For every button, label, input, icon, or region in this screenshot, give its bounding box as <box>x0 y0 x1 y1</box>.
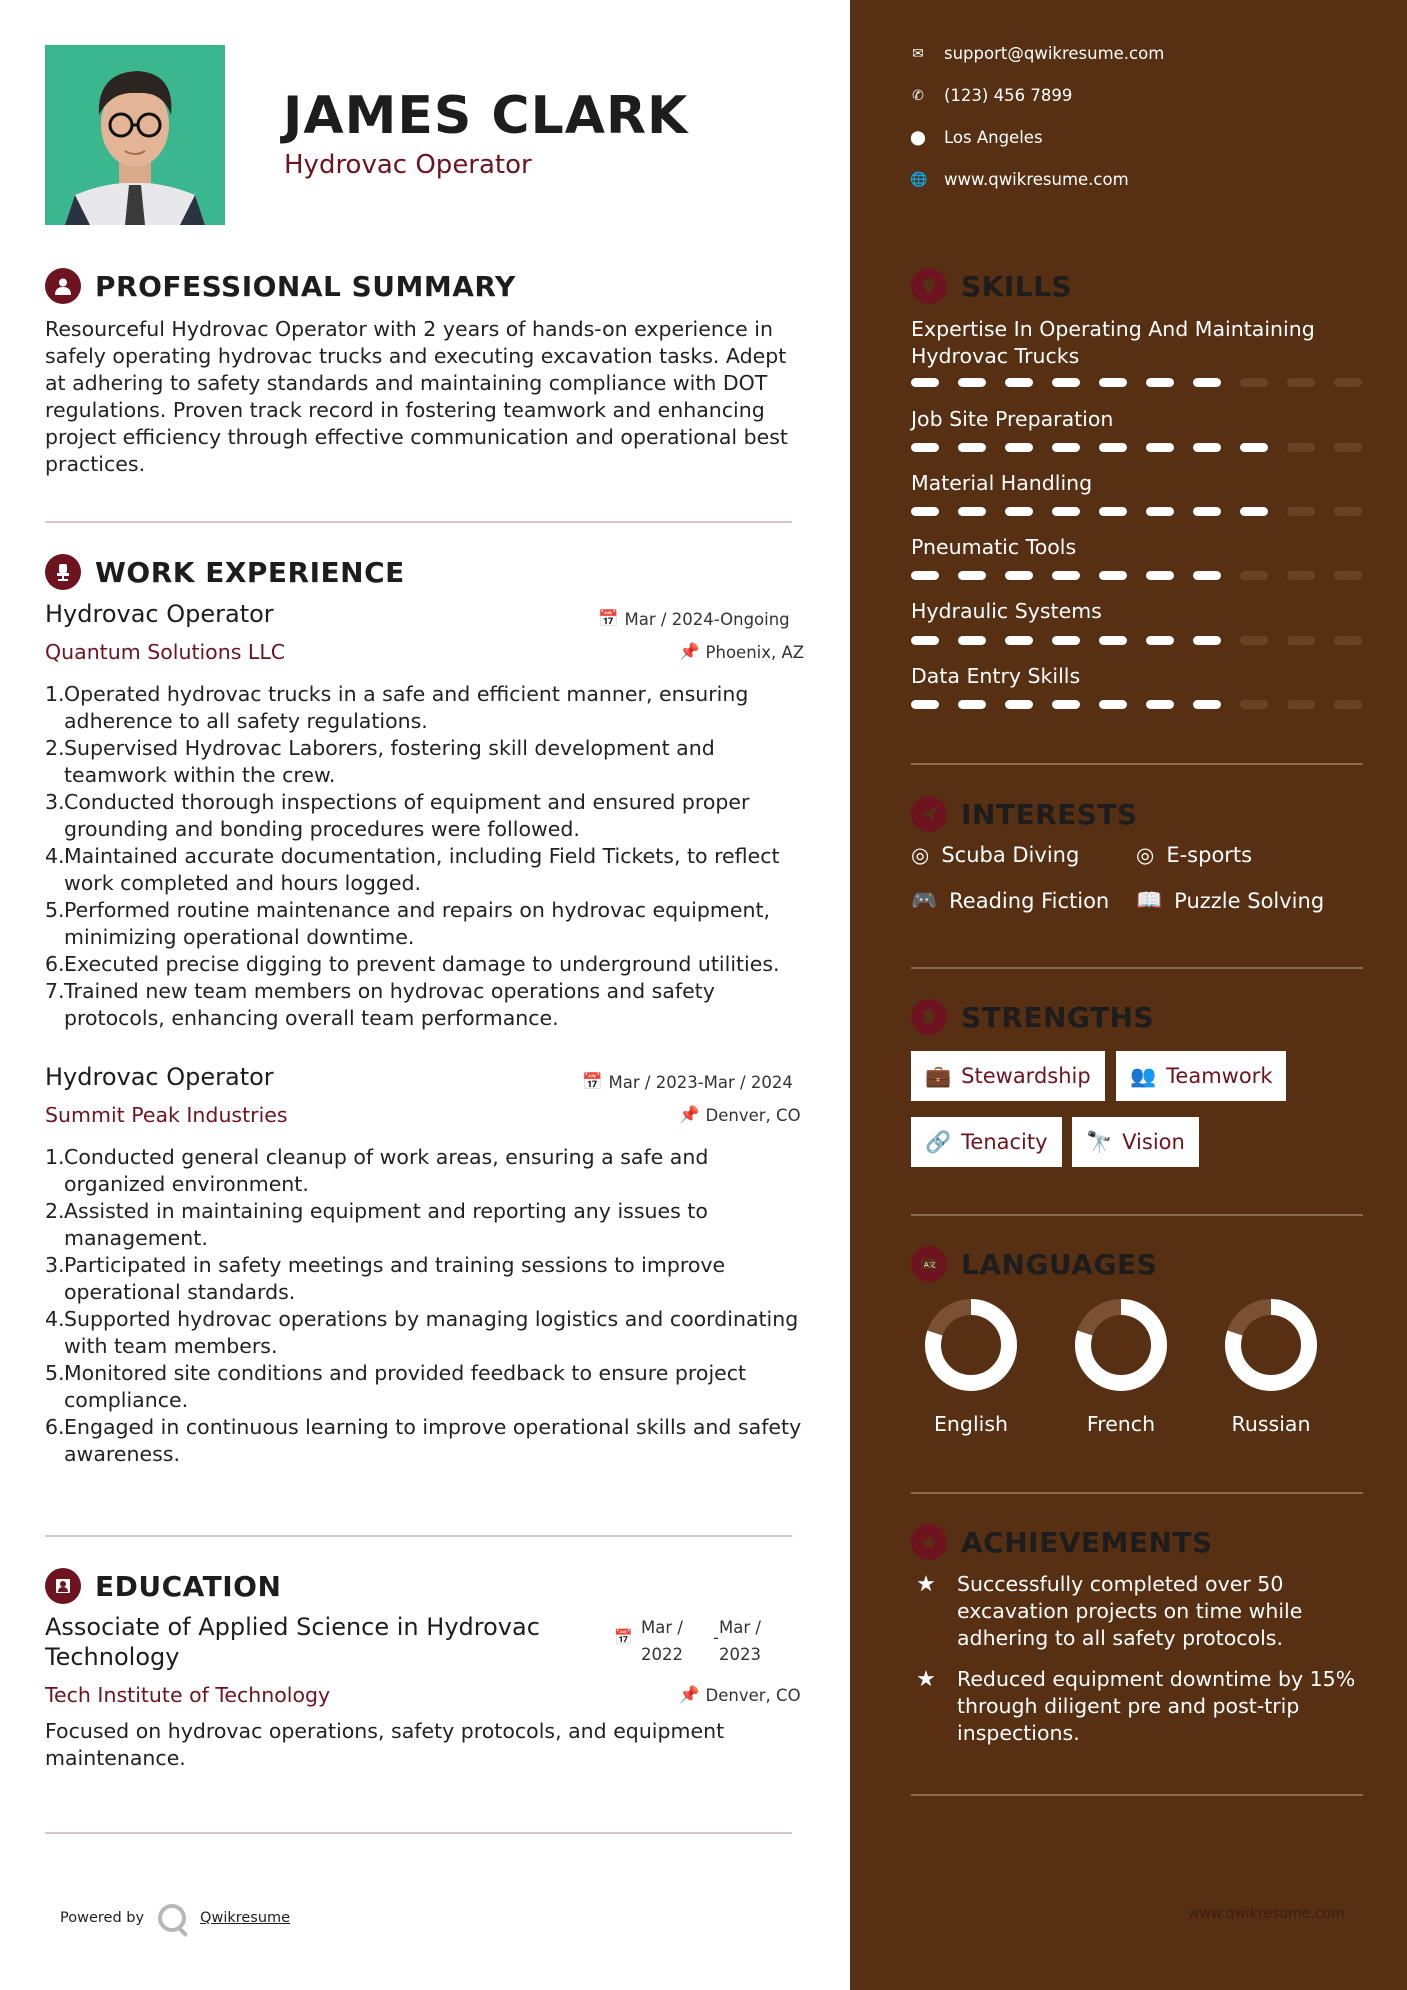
strengths-header <box>911 999 1154 1035</box>
skill-dot-filled <box>1052 443 1080 452</box>
list-item: 2. Supervised Hydrovac Laborers, fostering skill development and teamwork within the crew. <box>45 736 715 787</box>
chair-icon <box>45 554 81 590</box>
languages-heading: LANGUAGES <box>961 1247 1158 1281</box>
list-item: 2. Assisted in maintaining equipment and reporting any issues to management. <box>45 1199 708 1250</box>
pin-icon: 📌 <box>679 642 700 661</box>
skill-dot-empty <box>1334 636 1362 645</box>
candidate-name: JAMES CLARK <box>283 86 689 146</box>
divider <box>45 1832 792 1834</box>
skill-dot-empty <box>1287 443 1315 452</box>
skill-dot-filled <box>1099 443 1127 452</box>
job-company: Summit Peak Industries <box>45 1103 288 1127</box>
users-icon: 👥 <box>1130 1063 1157 1088</box>
experience-header <box>45 554 405 590</box>
skill-dot-filled <box>958 378 986 387</box>
skill-dot-filled <box>911 443 939 452</box>
skill-dot-filled <box>1005 636 1033 645</box>
language-icon <box>911 1246 947 1282</box>
svg-text:A文: A文 <box>924 1261 936 1269</box>
skill-dot-filled <box>1146 571 1174 580</box>
qwikresume-link[interactable]: Qwikresume <box>200 1910 291 1926</box>
skill-dot-filled <box>1240 507 1268 516</box>
candidate-title: Hydrovac Operator <box>284 150 532 180</box>
link-icon: 🔗 <box>925 1129 952 1154</box>
skill-level-meter <box>911 636 1362 645</box>
skill-dot-filled <box>1052 700 1080 709</box>
calendar-icon: 📅 <box>582 1072 603 1091</box>
life-ring-icon: ◎ <box>911 843 930 867</box>
skill-level-meter <box>911 378 1362 387</box>
skill-level-meter <box>911 443 1362 452</box>
divider <box>45 521 792 523</box>
skill-name: Pneumatic Tools <box>911 535 1077 559</box>
qwikresume-logo-icon <box>158 1904 186 1932</box>
skill-dot-filled <box>911 507 939 516</box>
globe-icon: 🌐 <box>910 171 928 188</box>
skill-dot-empty <box>1240 571 1268 580</box>
skill-dot-filled <box>1052 636 1080 645</box>
skill-dot-filled <box>958 443 986 452</box>
skill-dot-filled <box>1052 571 1080 580</box>
skill-dot-empty <box>1334 378 1362 387</box>
skill-dot-filled <box>1146 700 1174 709</box>
contact-email: ✉ support@qwikresume.com <box>910 44 1164 63</box>
job-bullets <box>45 1144 805 1468</box>
education-heading: EDUCATION <box>95 1569 282 1603</box>
skill-dot-filled <box>958 507 986 516</box>
list-item: 5. Performed routine maintenance and repairs on hydrovac equipment, minimizing operational downtime. <box>45 898 771 949</box>
skill-dot-empty <box>1240 636 1268 645</box>
contact-phone: ✆ (123) 456 7899 <box>910 86 1072 105</box>
skill-level-meter <box>911 507 1362 516</box>
skill-dot-filled <box>1193 636 1221 645</box>
school-name: Tech Institute of Technology <box>45 1683 331 1707</box>
job-title: Hydrovac Operator <box>45 1063 274 1091</box>
skills-header <box>911 268 1072 304</box>
skill-dot-filled <box>911 700 939 709</box>
skill-dot-filled <box>1052 507 1080 516</box>
skill-name: Expertise In Operating And Maintaining Hydrovac Trucks <box>911 317 1315 368</box>
graduate-icon <box>45 1568 81 1604</box>
skill-dot-filled <box>1005 378 1033 387</box>
education-end-date: Mar / 2023 <box>719 1618 761 1664</box>
skill-dot-empty <box>1334 507 1362 516</box>
skill-dot-filled <box>1005 507 1033 516</box>
star-icon: ★ <box>916 1572 936 1597</box>
skill-dot-empty <box>1287 507 1315 516</box>
map-marker-icon: ⬤ <box>910 129 926 146</box>
interest-item: ◎ Scuba Diving <box>911 843 1080 867</box>
job-location: 📌 Phoenix, AZ <box>679 642 805 662</box>
briefcase-icon: 💼 <box>925 1063 952 1088</box>
skill-dot-filled <box>1099 700 1127 709</box>
divider <box>911 1492 1363 1494</box>
fist-icon <box>911 999 947 1035</box>
list-item: 1. Conducted general cleanup of work areas, ensuring a safe and organized environment. <box>45 1145 709 1196</box>
skill-dot-filled <box>1099 636 1127 645</box>
skill-dot-filled <box>1146 636 1174 645</box>
job-date: 📅 Mar / 2024-Ongoing <box>598 609 790 629</box>
contact-website: 🌐 www.qwikresume.com <box>910 170 1129 189</box>
degree-title: Associate of Applied Science in Hydrovac Technology <box>45 1613 540 1671</box>
skill-dot-filled <box>1052 378 1080 387</box>
star-icon: ★ <box>916 1667 936 1692</box>
job-title: Hydrovac Operator <box>45 600 274 628</box>
job-date: 📅 Mar / 2023-Mar / 2024 <box>582 1072 793 1092</box>
divider <box>911 1794 1363 1796</box>
skill-dot-filled <box>1193 378 1221 387</box>
divider <box>911 763 1363 765</box>
lightbulb-icon <box>911 268 947 304</box>
interests-heading: INTERESTS <box>961 797 1138 831</box>
skill-dot-filled <box>1193 700 1221 709</box>
skill-dot-empty <box>1287 571 1315 580</box>
achievements-header <box>911 1524 1213 1560</box>
skill-dot-filled <box>1099 571 1127 580</box>
skill-level-meter <box>911 571 1362 580</box>
profile-photo <box>45 45 225 225</box>
footer-website: www.qwikresume.com <box>1188 1906 1345 1922</box>
footer-powered <box>60 1904 290 1932</box>
job-company: Quantum Solutions LLC <box>45 640 286 664</box>
skill-name: Data Entry Skills <box>911 664 1081 688</box>
powered-by-label: Powered by <box>60 1910 145 1926</box>
achievement-item: ★ Successfully completed over 50 excavation projects on time while adhering to all safety protocols. <box>911 1571 1371 1652</box>
skill-dot-filled <box>1240 443 1268 452</box>
skill-dot-filled <box>911 571 939 580</box>
skill-name: Hydraulic Systems <box>911 599 1102 623</box>
skill-dot-filled <box>1146 507 1174 516</box>
skill-dot-filled <box>1193 443 1221 452</box>
calendar-icon: 📅 <box>614 1628 633 1646</box>
contact-location: ⬤ Los Angeles <box>910 128 1043 147</box>
date-separator: - <box>713 1628 719 1647</box>
education-location: 📌 Denver, CO <box>679 1685 801 1705</box>
divider <box>911 967 1363 969</box>
pin-icon: 📌 <box>679 1105 700 1124</box>
skill-dot-filled <box>1099 378 1127 387</box>
skill-dot-empty <box>1240 378 1268 387</box>
language-label: English <box>933 1412 1009 1436</box>
skill-dot-filled <box>1099 507 1127 516</box>
interest-item: 📖 Puzzle Solving <box>1136 888 1325 913</box>
skill-dot-filled <box>1005 571 1033 580</box>
phone-icon: ✆ <box>912 87 924 104</box>
book-icon: 📖 <box>1136 888 1163 912</box>
binoculars-icon: 🔭 <box>1086 1129 1113 1154</box>
language-label: Russian <box>1231 1412 1311 1436</box>
strength-badge: 🔭 Vision <box>1072 1117 1199 1167</box>
skill-dot-filled <box>1193 571 1221 580</box>
education-header <box>45 1568 281 1604</box>
skill-dot-empty <box>1240 700 1268 709</box>
divider <box>911 1214 1363 1216</box>
skill-dot-filled <box>958 636 986 645</box>
skill-dot-filled <box>1193 507 1221 516</box>
summary-header <box>45 268 516 304</box>
list-item: 4. Supported hydrovac operations by managing logistics and coordinating with team members. <box>45 1307 799 1358</box>
skill-dot-empty <box>1287 636 1315 645</box>
education-description: Focused on hydrovac operations, safety protocols, and equipment maintenance. <box>45 1719 725 1770</box>
list-item: 1. Operated hydrovac trucks in a safe and efficient manner, ensuring adherence to all safety regulations. <box>45 682 749 733</box>
strength-badge: 🔗 Tenacity <box>911 1117 1062 1167</box>
summary-heading: PROFESSIONAL SUMMARY <box>95 269 516 303</box>
summary-text: Resourceful Hydrovac Operator with 2 years of hands-on experience in safely operating hydrovac trucks and executing excavation tasks. Adept at adhering to safety standards and maintaining compliance with DOT regulations. Proven track record in fostering teamwork and enhancing project efficiency through effective communication and operational best practices. <box>45 317 788 476</box>
list-item: 6. Executed precise digging to prevent damage to underground utilities. <box>45 952 780 976</box>
skill-dot-empty <box>1287 378 1315 387</box>
list-item: 5. Monitored site conditions and provided feedback to ensure project compliance. <box>45 1361 747 1412</box>
skill-dot-filled <box>958 700 986 709</box>
strengths-heading: STRENGTHS <box>961 1000 1155 1034</box>
skill-name: Material Handling <box>911 471 1093 495</box>
divider <box>45 1535 792 1537</box>
life-ring-icon: ◎ <box>1136 843 1155 867</box>
job-bullets <box>45 681 805 1032</box>
user-icon <box>45 268 81 304</box>
strength-badge: 👥 Teamwork <box>1116 1051 1286 1101</box>
gamepad-icon: 🎮 <box>911 888 938 912</box>
education-start-date: Mar / 2022 <box>641 1618 683 1664</box>
interests-header <box>911 796 1138 832</box>
interest-item: 🎮 Reading Fiction <box>911 888 1110 913</box>
skill-dot-filled <box>911 636 939 645</box>
calendar-icon: 📅 <box>598 609 619 628</box>
interest-item: ◎ E-sports <box>1136 843 1253 867</box>
skills-heading: SKILLS <box>961 269 1073 303</box>
envelope-icon: ✉ <box>912 45 924 62</box>
list-item: 3. Participated in safety meetings and training sessions to improve operational standards. <box>45 1253 726 1304</box>
language-label: French <box>1086 1412 1156 1436</box>
star-badge-icon <box>911 1524 947 1560</box>
skill-dot-filled <box>1146 443 1174 452</box>
skill-level-meter <box>911 700 1362 709</box>
strength-badge: 💼 Stewardship <box>911 1051 1105 1101</box>
skill-dot-filled <box>1005 700 1033 709</box>
skill-dot-empty <box>1334 700 1362 709</box>
achievements-heading: ACHIEVEMENTS <box>961 1525 1213 1559</box>
job-location: 📌 Denver, CO <box>679 1105 801 1125</box>
skill-name: Job Site Preparation <box>911 407 1114 431</box>
paper-plane-icon <box>911 796 947 832</box>
achievement-item: ★ Reduced equipment downtime by 15% through diligent pre and post-trip inspections. <box>911 1666 1371 1747</box>
pin-icon: 📌 <box>679 1685 700 1704</box>
languages-header <box>911 1246 1157 1282</box>
list-item: 6. Engaged in continuous learning to improve operational skills and safety awareness. <box>45 1415 802 1466</box>
skill-dot-filled <box>911 378 939 387</box>
skill-dot-empty <box>1287 700 1315 709</box>
skill-dot-filled <box>1146 378 1174 387</box>
list-item: 7. Trained new team members on hydrovac operations and safety protocols, enhancing overall team performance. <box>45 979 715 1030</box>
list-item: 4. Maintained accurate documentation, including Field Tickets, to reflect work completed and hours logged. <box>45 844 780 895</box>
skill-dot-filled <box>1005 443 1033 452</box>
skill-dot-empty <box>1334 443 1362 452</box>
skill-dot-filled <box>958 571 986 580</box>
experience-heading: WORK EXPERIENCE <box>95 555 405 589</box>
skill-dot-empty <box>1334 571 1362 580</box>
list-item: 3. Conducted thorough inspections of equipment and ensured proper grounding and bonding procedures were followed. <box>45 790 750 841</box>
